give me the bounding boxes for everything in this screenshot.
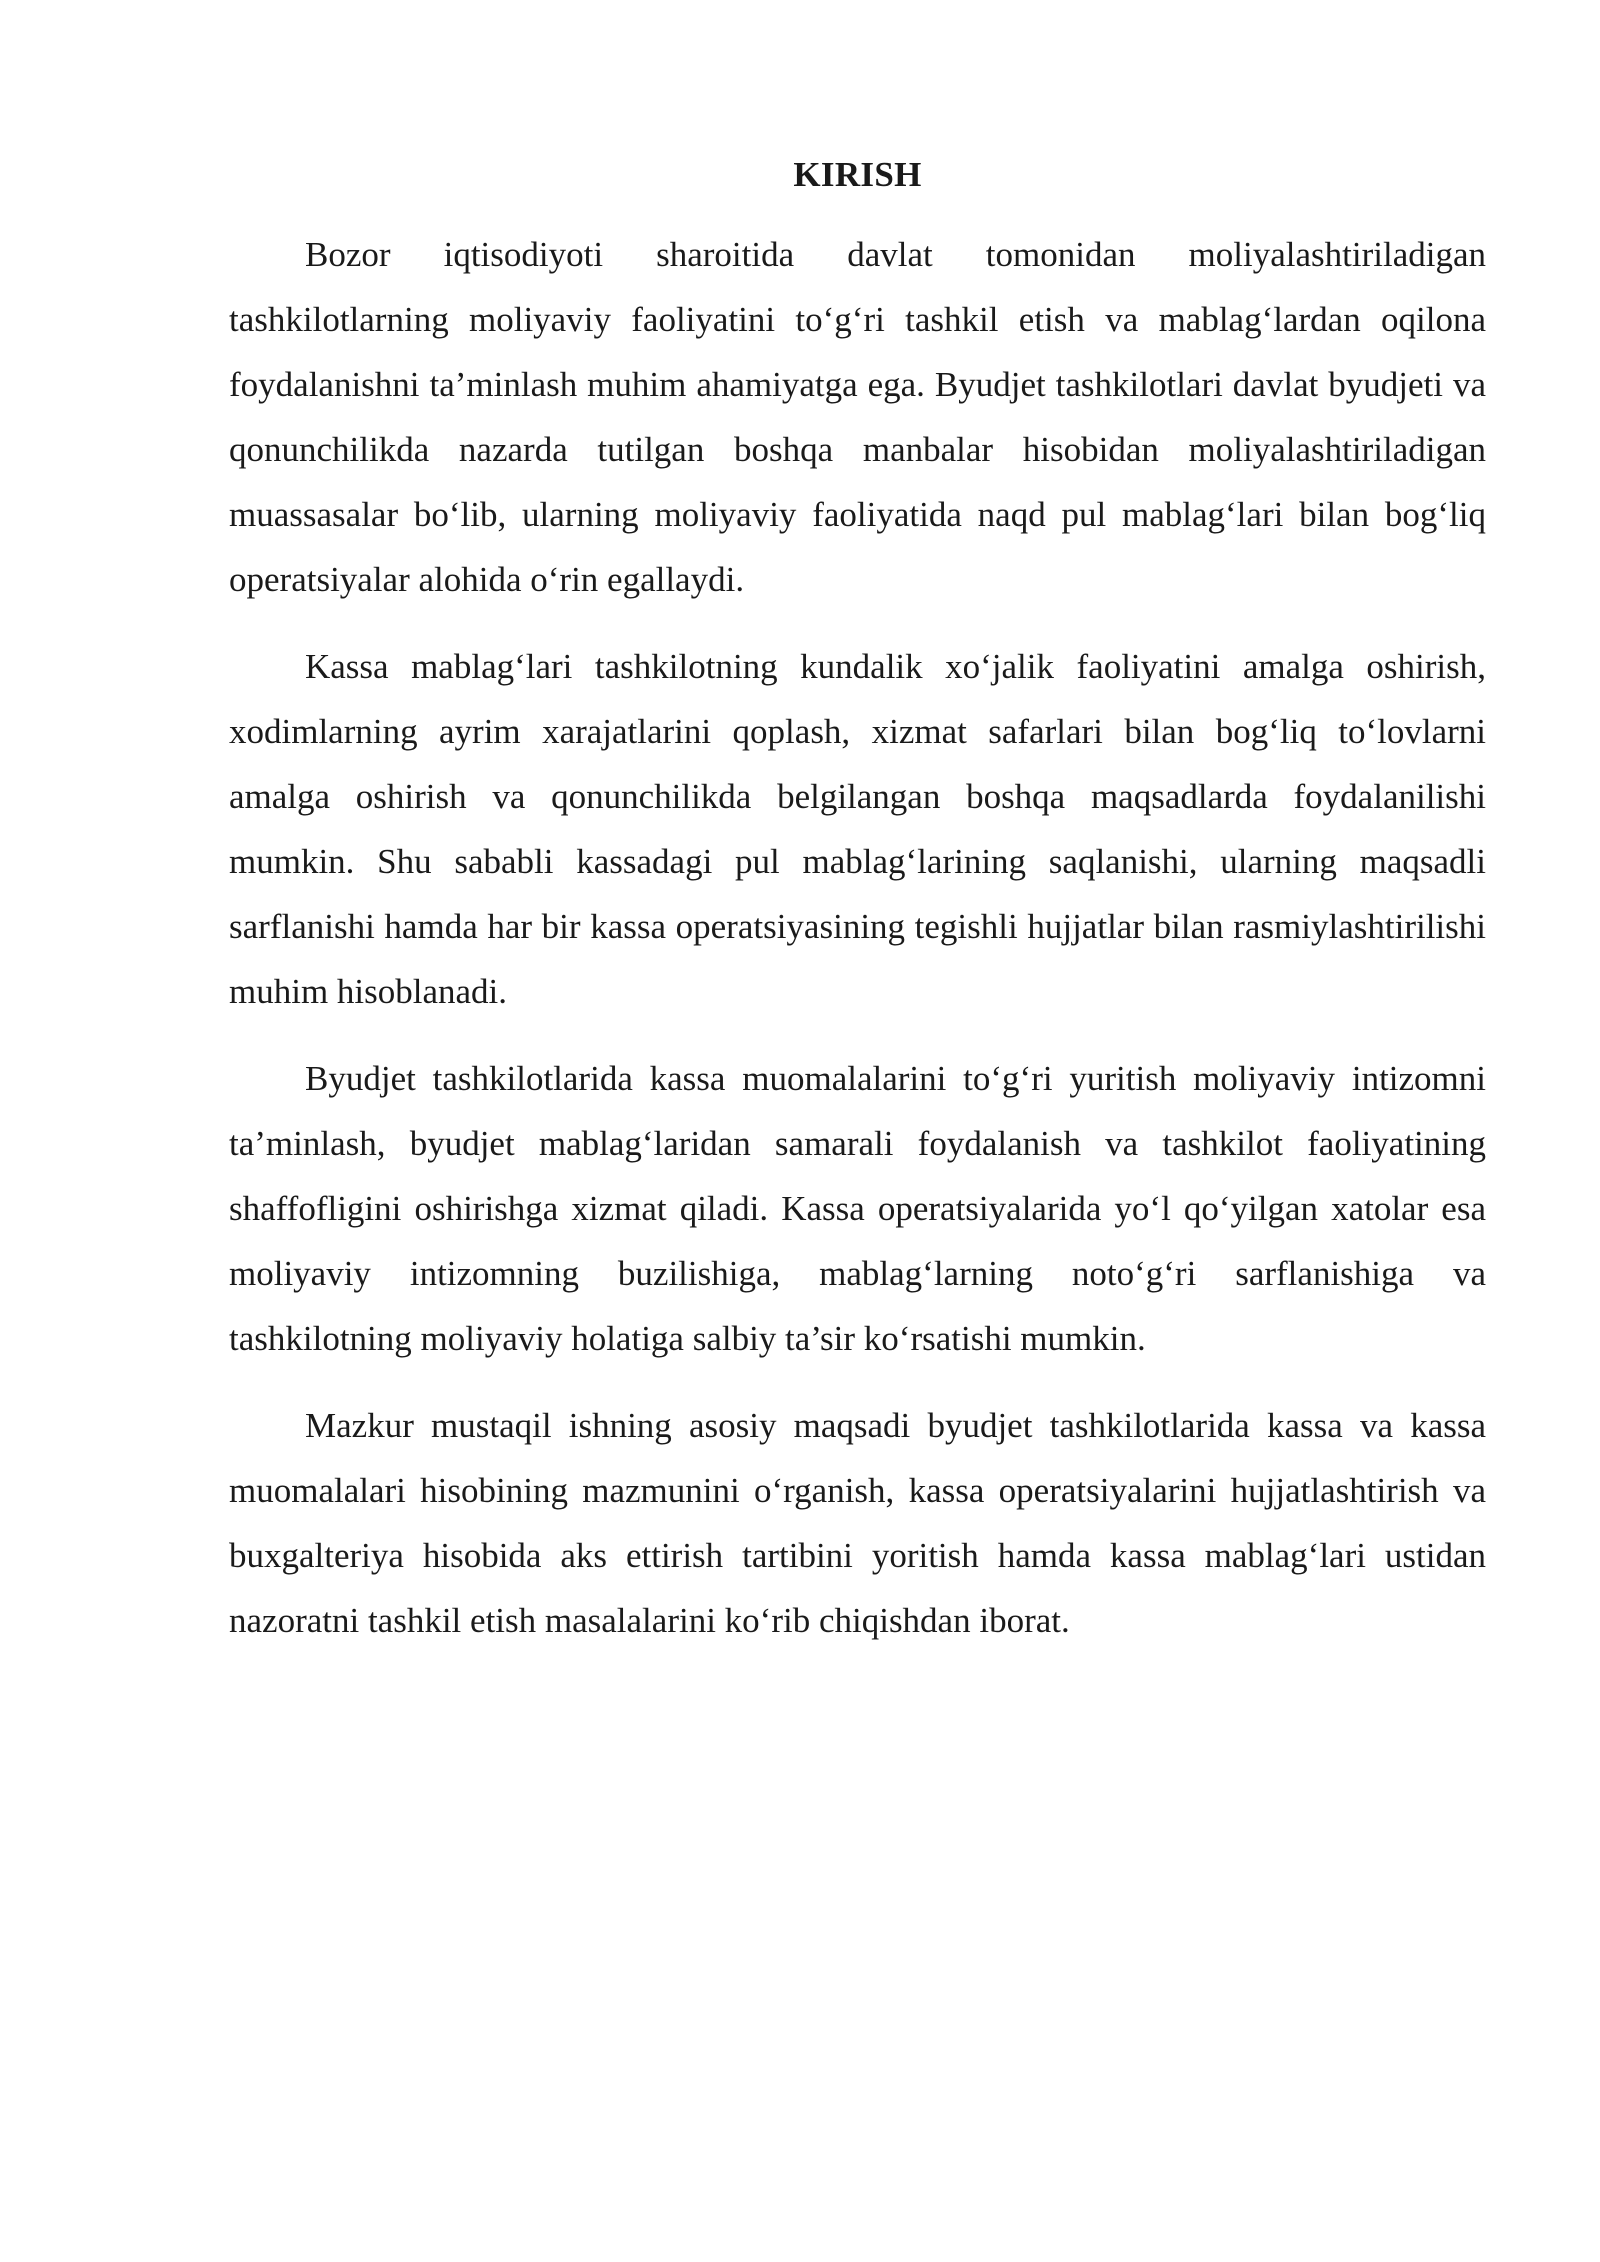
- document-body: [229, 150, 1486, 1675]
- paragraph-3: Byudjet tashkilotlarida kassa muomalalarini to‘g‘ri yuritish moliyaviy intizomni ta’minlash, byudjet mablag‘laridan samarali foydalanish va tashkilot faoliyatining shaffofligini oshirishga xizmat qiladi. Kassa operatsiyalarida yo‘l qo‘yilgan xatolar esa moliyaviy intizomning buzilishiga, mablag‘larning noto‘g‘ri sarflanishiga va tashkilotning moliyaviy holatiga salbiy ta’sir ko‘rsatishi mumkin.: [229, 1059, 1486, 1358]
- paragraph-1: Bozor iqtisodiyoti sharoitida davlat tomonidan moliyalashtiriladigan tashkilotlarning moliyaviy faoliyatini to‘g‘ri tashkil etish va mablag‘lardan oqilona foydalanishni ta’minlash muhim ahamiyatga ega. Byudjet tashkilotlari davlat byudjeti va qonunchilikda nazarda tutilgan boshqa manbalar hisobidan moliyalashtiriladigan muassasalar bo‘lib, ularning moliyaviy faoliyatida naqd pul mablag‘lari bilan bog‘liq operatsiyalar alohida o‘rin egallaydi.: [229, 235, 1486, 599]
- page-title: KIRISH: [793, 155, 922, 194]
- paragraph-2: Kassa mablag‘lari tashkilotning kundalik xo‘jalik faoliyatini amalga oshirish, xodimlarning ayrim xarajatlarini qoplash, xizmat safarlari bilan bog‘liq to‘lovlarni amalga oshirish va qonunchilikda belgilangan boshqa maqsadlarda foydalanilishi mumkin. Shu sababli kassadagi pul mablag‘larining saqlanishi, ularning maqsadli sarflanishi hamda har bir kassa operatsiyasining tegishli hujjatlar bilan rasmiylashtirilishi muhim hisoblanadi.: [229, 647, 1486, 1011]
- paragraph-4: Mazkur mustaqil ishning asosiy maqsadi byudjet tashkilotlarida kassa va kassa muomalalari hisobining mazmunini o‘rganish, kassa operatsiyalarini hujjatlashtirish va buxgalteriya hisobida aks ettirish tartibini yoritish hamda kassa mablag‘lari ustidan nazoratni tashkil etish masalalarini ko‘rib chiqishdan iborat.: [229, 1406, 1486, 1640]
